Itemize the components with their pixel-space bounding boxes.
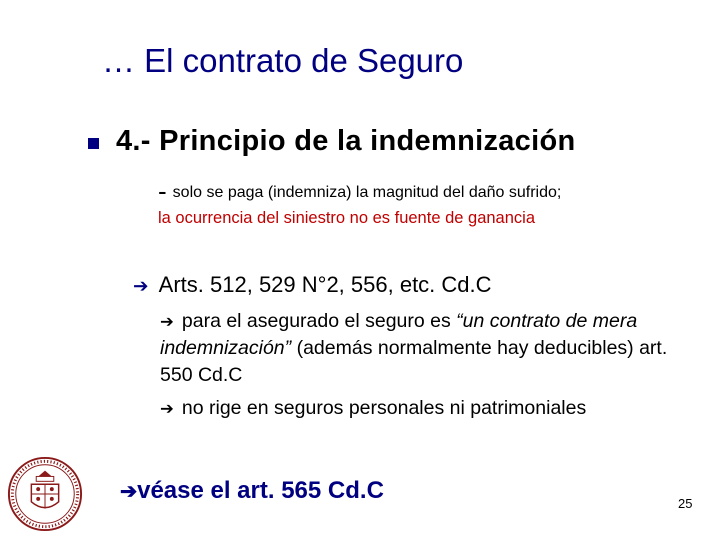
sub-bullets bbox=[160, 308, 700, 422]
sub2-text: no rige en seguros personales ni patrimoniales bbox=[181, 397, 587, 419]
sub1-italic-text: “un contrato de mera indemnización” bbox=[160, 310, 638, 359]
articles-line bbox=[133, 272, 492, 298]
slide-title: … El contrato de Seguro bbox=[102, 42, 464, 79]
dash-line bbox=[158, 176, 561, 207]
university-seal-icon bbox=[6, 455, 84, 533]
section-heading: 4.- Principio de la indemnización bbox=[116, 125, 576, 157]
sub-bullet-2 bbox=[160, 395, 700, 422]
dash-icon: - bbox=[158, 176, 167, 206]
articles-text: Arts. 512, 529 N°2, 556, etc. Cd.C bbox=[158, 272, 492, 297]
see-also-text: véase el art. 565 Cd.C bbox=[137, 477, 384, 504]
square-bullet-icon bbox=[88, 138, 99, 149]
right-arrow-icon: ➔ bbox=[160, 312, 174, 331]
right-arrow-icon: ➔ bbox=[120, 481, 138, 503]
page-number: 25 bbox=[678, 496, 693, 511]
sub-bullet-1 bbox=[160, 308, 700, 389]
see-also-line bbox=[120, 477, 384, 505]
sub1-text: para el asegurado el seguro es bbox=[181, 310, 457, 332]
dash-text: solo se paga (indemniza) la magnitud del daño sufrido; bbox=[172, 184, 562, 201]
right-arrow-icon: ➔ bbox=[160, 399, 174, 418]
red-emphasis-text: la ocurrencia del siniestro no es fuente de ganancia bbox=[158, 209, 535, 227]
sub1-rest-text: (además normalmente hay deducibles) art. 550 Cd.C bbox=[160, 337, 668, 386]
right-arrow-icon: ➔ bbox=[133, 275, 149, 296]
